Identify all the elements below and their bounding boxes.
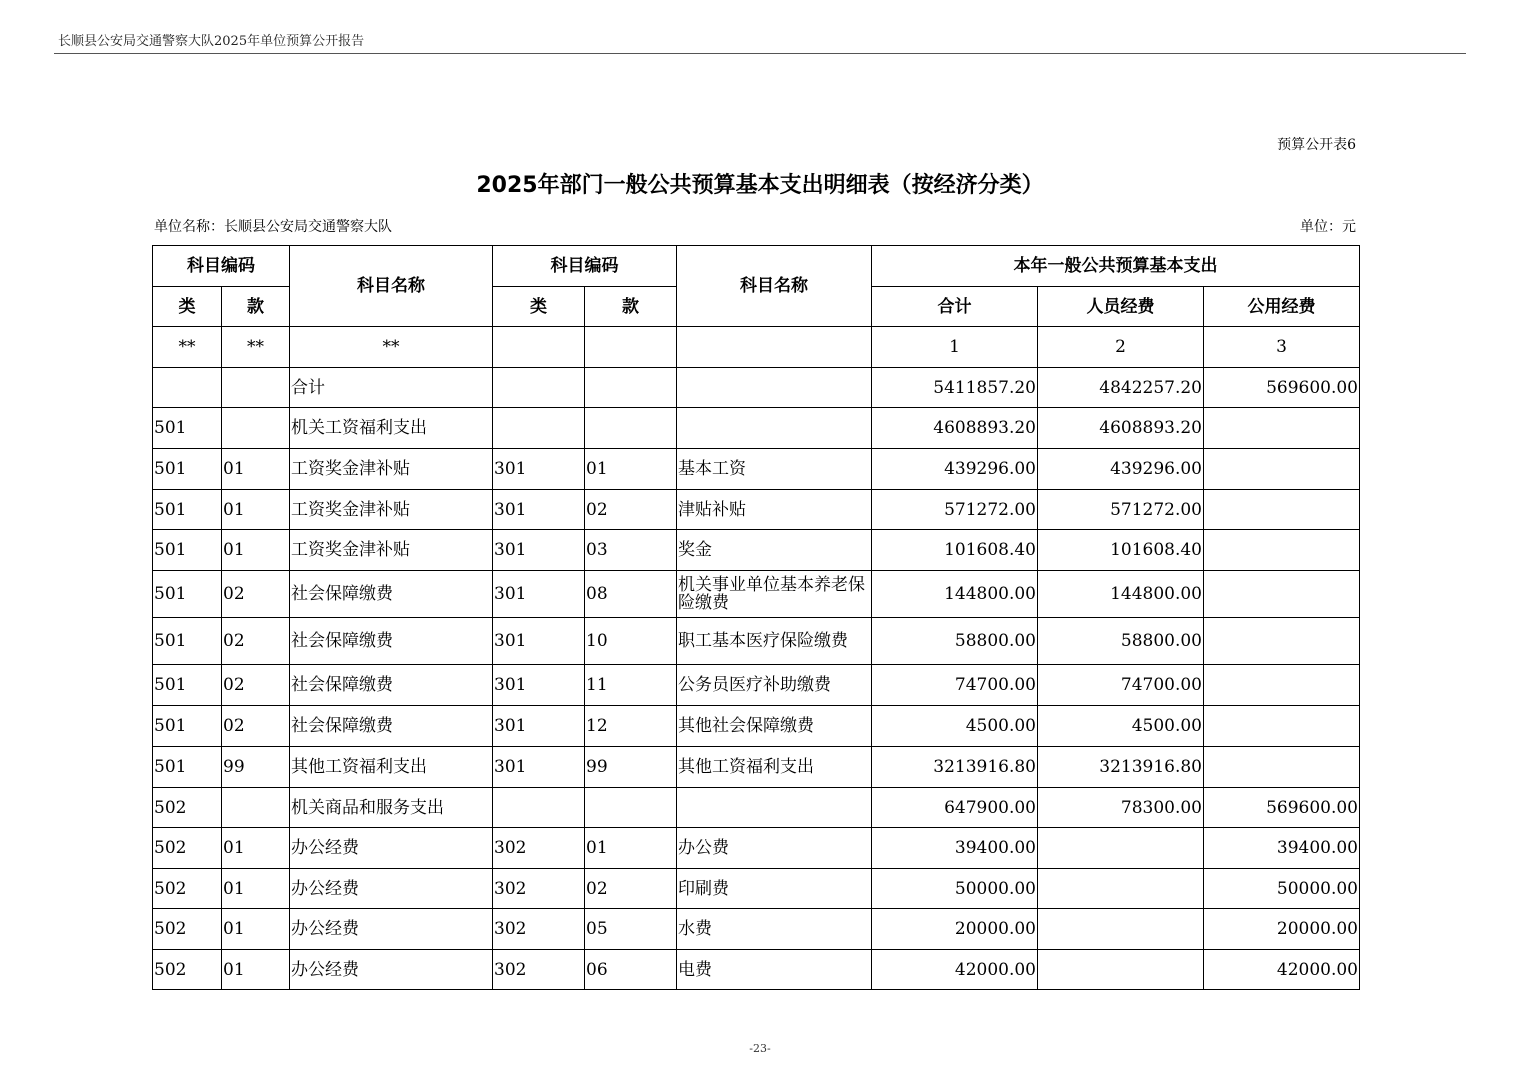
cell-econ-name xyxy=(677,788,872,828)
cell-total: 144800.00 xyxy=(872,571,1038,618)
header-personnel: 人员经费 xyxy=(1038,287,1204,327)
index-row xyxy=(153,327,1360,368)
cell-name: 办公经费 xyxy=(290,828,493,869)
cell-econ-name: 水费 xyxy=(677,909,872,950)
cell-public: 20000.00 xyxy=(1204,909,1360,950)
header-expense-group: 本年一般公共预算基本支出 xyxy=(872,246,1360,287)
cell-total: 647900.00 xyxy=(872,788,1038,828)
header-rule xyxy=(54,53,1466,54)
table-row xyxy=(153,706,1360,747)
cell-public xyxy=(1204,449,1360,490)
cell-econ-lei xyxy=(493,368,585,408)
cell-econ-kuan xyxy=(585,408,677,449)
cell-name: 合计 xyxy=(290,368,493,408)
cell-personnel xyxy=(1038,869,1204,909)
cell-kuan: 02 xyxy=(222,571,290,618)
cell-lei: 501 xyxy=(153,449,222,490)
cell-econ-name: 职工基本医疗保险缴费 xyxy=(677,618,872,665)
cell-econ-kuan: 06 xyxy=(585,950,677,990)
header-public: 公用经费 xyxy=(1204,287,1360,327)
cell-kuan xyxy=(222,408,290,449)
cell-econ-name xyxy=(677,368,872,408)
cell-econ-kuan xyxy=(585,788,677,828)
table-row xyxy=(153,490,1360,530)
table-row xyxy=(153,408,1360,449)
cell-public: 39400.00 xyxy=(1204,828,1360,869)
cell-personnel xyxy=(1038,909,1204,950)
header-code-group-2: 科目编码 xyxy=(493,246,677,287)
cell-personnel: 78300.00 xyxy=(1038,788,1204,828)
table-row xyxy=(153,909,1360,950)
cell-total: 5411857.20 xyxy=(872,368,1038,408)
cell-total: 101608.40 xyxy=(872,530,1038,571)
header-row-1 xyxy=(153,246,1360,287)
cell-econ-name: 其他工资福利支出 xyxy=(677,747,872,788)
cell-econ-lei: 301 xyxy=(493,490,585,530)
cell-public xyxy=(1204,706,1360,747)
unit-measure: 单位：元 xyxy=(1300,219,1356,235)
cell-kuan xyxy=(222,368,290,408)
cell-lei: 501 xyxy=(153,571,222,618)
cell-public xyxy=(1204,618,1360,665)
header-code-group-1: 科目编码 xyxy=(153,246,290,287)
cell-name: 工资奖金津补贴 xyxy=(290,490,493,530)
table-row xyxy=(153,530,1360,571)
cell-public xyxy=(1204,571,1360,618)
cell-lei xyxy=(153,368,222,408)
cell-lei: 501 xyxy=(153,706,222,747)
cell-personnel: 101608.40 xyxy=(1038,530,1204,571)
cell-econ-kuan: 02 xyxy=(585,490,677,530)
cell-total: 42000.00 xyxy=(872,950,1038,990)
cell-kuan: 01 xyxy=(222,869,290,909)
cell-personnel: 74700.00 xyxy=(1038,665,1204,706)
cell-econ-lei: 301 xyxy=(493,449,585,490)
unit-name: 单位名称：长顺县公安局交通警察大队 xyxy=(154,219,392,235)
index-cell: ** xyxy=(153,327,222,368)
page-title: 2025年部门一般公共预算基本支出明细表（按经济分类） xyxy=(476,173,1044,198)
cell-econ-kuan: 99 xyxy=(585,747,677,788)
header-name-2: 科目名称 xyxy=(677,246,872,327)
cell-lei: 502 xyxy=(153,828,222,869)
table-row xyxy=(153,950,1360,990)
cell-lei: 501 xyxy=(153,490,222,530)
cell-lei: 501 xyxy=(153,408,222,449)
cell-public xyxy=(1204,747,1360,788)
cell-name: 工资奖金津补贴 xyxy=(290,449,493,490)
table-row xyxy=(153,828,1360,869)
cell-econ-kuan: 12 xyxy=(585,706,677,747)
header-lei-2: 类 xyxy=(493,287,585,327)
cell-personnel: 3213916.80 xyxy=(1038,747,1204,788)
cell-public xyxy=(1204,490,1360,530)
cell-econ-lei: 302 xyxy=(493,828,585,869)
cell-econ-lei: 302 xyxy=(493,950,585,990)
cell-total: 74700.00 xyxy=(872,665,1038,706)
budget-table xyxy=(152,245,1360,990)
cell-name: 机关工资福利支出 xyxy=(290,408,493,449)
table-row xyxy=(153,368,1360,408)
table-row xyxy=(153,571,1360,618)
cell-econ-name: 奖金 xyxy=(677,530,872,571)
header-lei-1: 类 xyxy=(153,287,222,327)
cell-personnel xyxy=(1038,828,1204,869)
cell-econ-lei: 302 xyxy=(493,869,585,909)
cell-econ-kuan: 02 xyxy=(585,869,677,909)
cell-name: 其他工资福利支出 xyxy=(290,747,493,788)
table-row xyxy=(153,788,1360,828)
cell-public xyxy=(1204,408,1360,449)
cell-kuan: 01 xyxy=(222,449,290,490)
cell-public: 42000.00 xyxy=(1204,950,1360,990)
cell-name: 社会保障缴费 xyxy=(290,665,493,706)
cell-total: 58800.00 xyxy=(872,618,1038,665)
header-kuan-2: 款 xyxy=(585,287,677,327)
cell-name: 办公经费 xyxy=(290,869,493,909)
cell-personnel: 4608893.20 xyxy=(1038,408,1204,449)
table-row xyxy=(153,449,1360,490)
cell-name: 工资奖金津补贴 xyxy=(290,530,493,571)
header-name-1: 科目名称 xyxy=(290,246,493,327)
cell-econ-name: 电费 xyxy=(677,950,872,990)
form-number: 预算公开表6 xyxy=(1277,137,1356,153)
table-row xyxy=(153,747,1360,788)
table-row xyxy=(153,618,1360,665)
cell-econ-lei: 301 xyxy=(493,747,585,788)
cell-kuan: 02 xyxy=(222,706,290,747)
cell-econ-name: 其他社会保障缴费 xyxy=(677,706,872,747)
cell-lei: 502 xyxy=(153,869,222,909)
cell-kuan: 01 xyxy=(222,530,290,571)
cell-econ-lei: 301 xyxy=(493,706,585,747)
cell-kuan: 02 xyxy=(222,665,290,706)
index-cell: ** xyxy=(290,327,493,368)
cell-public xyxy=(1204,665,1360,706)
cell-public xyxy=(1204,530,1360,571)
cell-econ-lei: 301 xyxy=(493,665,585,706)
cell-lei: 502 xyxy=(153,788,222,828)
table-row xyxy=(153,665,1360,706)
cell-name: 社会保障缴费 xyxy=(290,706,493,747)
cell-name: 办公经费 xyxy=(290,950,493,990)
index-cell xyxy=(677,327,872,368)
cell-personnel: 58800.00 xyxy=(1038,618,1204,665)
cell-econ-kuan: 03 xyxy=(585,530,677,571)
cell-lei: 502 xyxy=(153,950,222,990)
cell-name: 机关商品和服务支出 xyxy=(290,788,493,828)
cell-total: 3213916.80 xyxy=(872,747,1038,788)
cell-econ-lei: 301 xyxy=(493,571,585,618)
cell-econ-name: 基本工资 xyxy=(677,449,872,490)
cell-total: 571272.00 xyxy=(872,490,1038,530)
cell-name: 办公经费 xyxy=(290,909,493,950)
cell-total: 20000.00 xyxy=(872,909,1038,950)
index-cell xyxy=(493,327,585,368)
cell-personnel: 571272.00 xyxy=(1038,490,1204,530)
cell-personnel: 4842257.20 xyxy=(1038,368,1204,408)
cell-econ-kuan: 01 xyxy=(585,828,677,869)
cell-econ-kuan xyxy=(585,368,677,408)
cell-total: 50000.00 xyxy=(872,869,1038,909)
cell-lei: 501 xyxy=(153,530,222,571)
cell-lei: 501 xyxy=(153,747,222,788)
cell-total: 4500.00 xyxy=(872,706,1038,747)
cell-lei: 501 xyxy=(153,618,222,665)
cell-econ-kuan: 11 xyxy=(585,665,677,706)
cell-econ-name: 公务员医疗补助缴费 xyxy=(677,665,872,706)
header-kuan-1: 款 xyxy=(222,287,290,327)
cell-econ-kuan: 08 xyxy=(585,571,677,618)
running-header: 长顺县公安局交通警察大队2025年单位预算公开报告 xyxy=(58,34,365,49)
cell-kuan: 01 xyxy=(222,909,290,950)
cell-econ-kuan: 10 xyxy=(585,618,677,665)
cell-econ-name: 机关事业单位基本养老保险缴费 xyxy=(677,571,872,618)
cell-kuan: 01 xyxy=(222,490,290,530)
cell-econ-lei: 301 xyxy=(493,530,585,571)
cell-name: 社会保障缴费 xyxy=(290,571,493,618)
cell-econ-lei xyxy=(493,408,585,449)
index-cell: 2 xyxy=(1038,327,1204,368)
cell-kuan: 01 xyxy=(222,950,290,990)
cell-total: 439296.00 xyxy=(872,449,1038,490)
cell-kuan xyxy=(222,788,290,828)
cell-econ-lei: 302 xyxy=(493,909,585,950)
cell-econ-name: 津贴补贴 xyxy=(677,490,872,530)
cell-public: 569600.00 xyxy=(1204,788,1360,828)
cell-econ-name: 办公费 xyxy=(677,828,872,869)
cell-econ-name xyxy=(677,408,872,449)
index-cell xyxy=(585,327,677,368)
cell-personnel: 144800.00 xyxy=(1038,571,1204,618)
cell-econ-name: 印刷费 xyxy=(677,869,872,909)
index-cell: ** xyxy=(222,327,290,368)
cell-econ-kuan: 01 xyxy=(585,449,677,490)
cell-personnel xyxy=(1038,950,1204,990)
cell-lei: 502 xyxy=(153,909,222,950)
header-total: 合计 xyxy=(872,287,1038,327)
cell-personnel: 439296.00 xyxy=(1038,449,1204,490)
page-number: -23- xyxy=(749,1042,771,1055)
cell-public: 569600.00 xyxy=(1204,368,1360,408)
cell-econ-lei: 301 xyxy=(493,618,585,665)
cell-kuan: 01 xyxy=(222,828,290,869)
cell-econ-kuan: 05 xyxy=(585,909,677,950)
cell-econ-lei xyxy=(493,788,585,828)
cell-total: 4608893.20 xyxy=(872,408,1038,449)
index-cell: 1 xyxy=(872,327,1038,368)
cell-total: 39400.00 xyxy=(872,828,1038,869)
cell-personnel: 4500.00 xyxy=(1038,706,1204,747)
cell-kuan: 99 xyxy=(222,747,290,788)
cell-kuan: 02 xyxy=(222,618,290,665)
index-cell: 3 xyxy=(1204,327,1360,368)
cell-name: 社会保障缴费 xyxy=(290,618,493,665)
table-row xyxy=(153,869,1360,909)
cell-public: 50000.00 xyxy=(1204,869,1360,909)
cell-lei: 501 xyxy=(153,665,222,706)
